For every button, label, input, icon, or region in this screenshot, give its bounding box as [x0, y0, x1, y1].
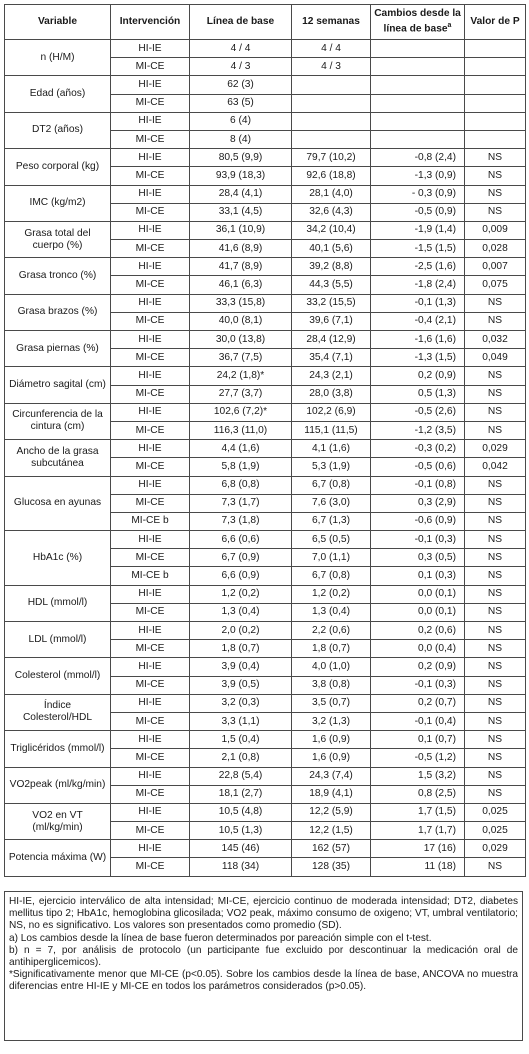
week12-cell: 6,7 (1,3)	[292, 512, 371, 530]
week12-cell: 2,2 (0,6)	[292, 622, 371, 640]
change-cell: -0,1 (0,3)	[371, 531, 465, 549]
intervention-cell: HI-IE	[111, 258, 190, 276]
p-value-cell: NS	[465, 676, 526, 694]
variable-cell: IMC (kg/m2)	[5, 185, 111, 221]
p-value-cell: 0,029	[465, 440, 526, 458]
baseline-cell: 4,4 (1,6)	[190, 440, 292, 458]
p-value-cell: NS	[465, 294, 526, 312]
change-cell: 0,2 (0,6)	[371, 622, 465, 640]
variable-cell: Grasa piernas (%)	[5, 331, 111, 367]
baseline-cell: 6 (4)	[190, 112, 292, 130]
week12-cell: 162 (57)	[292, 840, 371, 858]
table-row	[5, 221, 526, 239]
change-cell: -1,8 (2,4)	[371, 276, 465, 294]
baseline-cell: 102,6 (7,2)*	[190, 403, 292, 421]
table-row	[5, 112, 526, 130]
intervention-cell: MI-CE	[111, 785, 190, 803]
p-value-cell: NS	[465, 731, 526, 749]
baseline-cell: 118 (34)	[190, 858, 292, 876]
baseline-cell: 6,7 (0,9)	[190, 549, 292, 567]
table-header-row	[5, 5, 526, 40]
p-value-cell	[465, 94, 526, 112]
change-cell: 11 (18)	[371, 858, 465, 876]
intervention-cell: HI-IE	[111, 185, 190, 203]
p-value-cell: NS	[465, 549, 526, 567]
change-cell: 0,3 (2,9)	[371, 494, 465, 512]
week12-cell: 18,9 (4,1)	[292, 785, 371, 803]
week12-cell: 7,6 (3,0)	[292, 494, 371, 512]
baseline-cell: 116,3 (11,0)	[190, 421, 292, 439]
intervention-cell: HI-IE	[111, 585, 190, 603]
week12-cell: 1,6 (0,9)	[292, 749, 371, 767]
variable-cell: Índice Colesterol/HDL	[5, 694, 111, 730]
table-row	[5, 185, 526, 203]
week12-cell: 128 (35)	[292, 858, 371, 876]
p-value-cell: NS	[465, 476, 526, 494]
change-cell: -1,3 (0,9)	[371, 167, 465, 185]
week12-cell: 28,1 (4,0)	[292, 185, 371, 203]
change-cell: 0,1 (0,7)	[371, 731, 465, 749]
baseline-cell: 5,8 (1,9)	[190, 458, 292, 476]
intervention-cell: MI-CE	[111, 822, 190, 840]
baseline-cell: 3,3 (1,1)	[190, 712, 292, 730]
p-value-cell: 0,075	[465, 276, 526, 294]
intervention-cell: HI-IE	[111, 40, 190, 58]
variable-cell: Diámetro sagital (cm)	[5, 367, 111, 403]
week12-cell: 1,6 (0,9)	[292, 731, 371, 749]
week12-cell: 92,6 (18,8)	[292, 167, 371, 185]
table-notes	[4, 891, 523, 1041]
table-row	[5, 767, 526, 785]
p-value-cell: NS	[465, 858, 526, 876]
p-value-cell	[465, 112, 526, 130]
week12-cell: 79,7 (10,2)	[292, 149, 371, 167]
table-row	[5, 731, 526, 749]
p-value-cell: NS	[465, 585, 526, 603]
change-cell: -0,1 (0,3)	[371, 676, 465, 694]
table-row	[5, 476, 526, 494]
table-row	[5, 331, 526, 349]
table-row	[5, 258, 526, 276]
intervention-cell: MI-CE	[111, 676, 190, 694]
intervention-cell: MI-CE	[111, 640, 190, 658]
baseline-cell: 18,1 (2,7)	[190, 785, 292, 803]
change-cell: 0,8 (2,5)	[371, 785, 465, 803]
header-p-value: Valor de P	[465, 5, 526, 40]
week12-cell	[292, 112, 371, 130]
p-value-cell: NS	[465, 531, 526, 549]
variable-cell: Triglicéridos (mmol/l)	[5, 731, 111, 767]
header-change-sup: a	[447, 22, 452, 30]
p-value-cell: NS	[465, 785, 526, 803]
change-cell: 1,5 (3,2)	[371, 767, 465, 785]
intervention-cell: HI-IE	[111, 440, 190, 458]
p-value-cell: NS	[465, 622, 526, 640]
header-baseline: Línea de base	[190, 5, 292, 40]
baseline-cell: 4 / 4	[190, 40, 292, 58]
p-value-cell: NS	[465, 167, 526, 185]
variable-cell: VO2peak (ml/kg/min)	[5, 767, 111, 803]
intervention-cell: MI-CE	[111, 603, 190, 621]
week12-cell: 4,1 (1,6)	[292, 440, 371, 458]
p-value-cell: NS	[465, 403, 526, 421]
intervention-cell: HI-IE	[111, 840, 190, 858]
change-cell	[371, 76, 465, 94]
week12-cell: 1,2 (0,2)	[292, 585, 371, 603]
intervention-cell: HI-IE	[111, 112, 190, 130]
week12-cell: 4 / 4	[292, 40, 371, 58]
p-value-cell: 0,025	[465, 803, 526, 821]
variable-cell: Grasa total del cuerpo (%)	[5, 221, 111, 257]
header-variable: Variable	[5, 5, 111, 40]
baseline-cell: 6,8 (0,8)	[190, 476, 292, 494]
intervention-cell: HI-IE	[111, 149, 190, 167]
week12-cell: 4 / 3	[292, 58, 371, 76]
week12-cell: 3,8 (0,8)	[292, 676, 371, 694]
intervention-cell: HI-IE	[111, 367, 190, 385]
week12-cell: 5,3 (1,9)	[292, 458, 371, 476]
p-value-cell: NS	[465, 567, 526, 585]
baseline-cell: 145 (46)	[190, 840, 292, 858]
baseline-cell: 33,3 (15,8)	[190, 294, 292, 312]
table-row	[5, 531, 526, 549]
baseline-cell: 40,0 (8,1)	[190, 312, 292, 330]
table-row	[5, 294, 526, 312]
change-cell: 17 (16)	[371, 840, 465, 858]
baseline-cell: 4 / 3	[190, 58, 292, 76]
p-value-cell: NS	[465, 512, 526, 530]
header-12-weeks: 12 semanas	[292, 5, 371, 40]
change-cell: -1,6 (1,6)	[371, 331, 465, 349]
table-row	[5, 803, 526, 821]
baseline-cell: 3,2 (0,3)	[190, 694, 292, 712]
table-row	[5, 658, 526, 676]
intervention-cell: HI-IE	[111, 622, 190, 640]
intervention-cell: MI-CE	[111, 712, 190, 730]
intervention-cell: MI-CE	[111, 458, 190, 476]
week12-cell	[292, 76, 371, 94]
intervention-cell: HI-IE	[111, 658, 190, 676]
p-value-cell	[465, 130, 526, 148]
table-row	[5, 440, 526, 458]
baseline-cell: 7,3 (1,7)	[190, 494, 292, 512]
week12-cell: 28,4 (12,9)	[292, 331, 371, 349]
week12-cell: 24,3 (7,4)	[292, 767, 371, 785]
variable-cell: Glucosa en ayunas	[5, 476, 111, 531]
change-cell: 1,7 (1,7)	[371, 822, 465, 840]
header-change-label: Cambios desde la línea de base	[374, 8, 461, 35]
intervention-cell: MI-CE	[111, 494, 190, 512]
intervention-cell: HI-IE	[111, 731, 190, 749]
week12-cell: 3,2 (1,3)	[292, 712, 371, 730]
table-row	[5, 149, 526, 167]
variable-cell: Ancho de la grasa subcutánea	[5, 440, 111, 476]
baseline-cell: 80,5 (9,9)	[190, 149, 292, 167]
p-value-cell: NS	[465, 421, 526, 439]
baseline-cell: 30,0 (13,8)	[190, 331, 292, 349]
change-cell	[371, 40, 465, 58]
baseline-cell: 1,3 (0,4)	[190, 603, 292, 621]
variable-cell: HDL (mmol/l)	[5, 585, 111, 621]
variable-cell: Circunferencia de la cintura (cm)	[5, 403, 111, 439]
week12-cell: 40,1 (5,6)	[292, 240, 371, 258]
intervention-cell: HI-IE	[111, 221, 190, 239]
intervention-cell: MI-CE	[111, 312, 190, 330]
note-abbreviations: HI-IE, ejercicio interválico de alta intensidad; MI-CE, ejercicio continuo de moderada intensidad; DT2, diabetes mellitus tipo 2; HbA1c, hemoglobina glicosilada; VO2 peak, máximo consumo de oxigeno; VT, umbral ventilatorio; NS, no es significativo. Los valores son presentados como promedio (SD).	[9, 896, 518, 932]
variable-cell: HbA1c (%)	[5, 531, 111, 586]
baseline-cell: 27,7 (3,7)	[190, 385, 292, 403]
change-cell: 1,7 (1,5)	[371, 803, 465, 821]
table-row	[5, 840, 526, 858]
variable-cell: LDL (mmol/l)	[5, 622, 111, 658]
change-cell: 0,2 (0,9)	[371, 658, 465, 676]
p-value-cell: NS	[465, 185, 526, 203]
change-cell: -1,9 (1,4)	[371, 221, 465, 239]
intervention-cell: MI-CE	[111, 749, 190, 767]
p-value-cell: NS	[465, 385, 526, 403]
week12-cell: 12,2 (1,5)	[292, 822, 371, 840]
intervention-cell: MI-CE	[111, 130, 190, 148]
change-cell: -0,5 (0,6)	[371, 458, 465, 476]
variable-cell: Potencia máxima (W)	[5, 840, 111, 876]
intervention-cell: HI-IE	[111, 767, 190, 785]
week12-cell: 4,0 (1,0)	[292, 658, 371, 676]
variable-cell: VO2 en VT (ml/kg/min)	[5, 803, 111, 839]
p-value-cell	[465, 58, 526, 76]
change-cell	[371, 112, 465, 130]
intervention-cell: HI-IE	[111, 803, 190, 821]
table-row	[5, 694, 526, 712]
intervention-cell: MI-CE b	[111, 567, 190, 585]
p-value-cell: NS	[465, 694, 526, 712]
table-row	[5, 403, 526, 421]
week12-cell: 6,5 (0,5)	[292, 531, 371, 549]
variable-cell: Grasa tronco (%)	[5, 258, 111, 294]
change-cell: -0,1 (0,4)	[371, 712, 465, 730]
change-cell: -0,3 (0,2)	[371, 440, 465, 458]
p-value-cell: NS	[465, 767, 526, 785]
week12-cell: 102,2 (6,9)	[292, 403, 371, 421]
note-b: b) n = 7, por análisis de protocolo (un participante fue excluido por descontinuar la medicación oral de antihiperglicemicos).	[9, 944, 518, 969]
baseline-cell: 8 (4)	[190, 130, 292, 148]
baseline-cell: 22,8 (5,4)	[190, 767, 292, 785]
intervention-cell: HI-IE	[111, 476, 190, 494]
header-change	[371, 5, 465, 40]
baseline-cell: 46,1 (6,3)	[190, 276, 292, 294]
intervention-cell: MI-CE	[111, 58, 190, 76]
p-value-cell: 0,042	[465, 458, 526, 476]
change-cell: - 0,3 (0,9)	[371, 185, 465, 203]
week12-cell: 24,3 (2,1)	[292, 367, 371, 385]
change-cell: 0,2 (0,7)	[371, 694, 465, 712]
variable-cell: n (H/M)	[5, 40, 111, 76]
change-cell: -1,3 (1,5)	[371, 349, 465, 367]
baseline-cell: 3,9 (0,4)	[190, 658, 292, 676]
intervention-cell: MI-CE	[111, 858, 190, 876]
baseline-cell: 1,2 (0,2)	[190, 585, 292, 603]
change-cell: 0,0 (0,4)	[371, 640, 465, 658]
week12-cell	[292, 130, 371, 148]
change-cell: -1,5 (1,5)	[371, 240, 465, 258]
note-significance: *Significativamente menor que MI-CE (p<0.05). Sobre los cambios desde la línea de base, ANCOVA no muestra diferencias entre HI-IE y MI-CE en todos los parámetros considerados (p>0.05).	[9, 969, 518, 993]
week12-cell: 39,2 (8,8)	[292, 258, 371, 276]
change-cell: -0,5 (0,9)	[371, 203, 465, 221]
baseline-cell: 24,2 (1,8)*	[190, 367, 292, 385]
week12-cell: 28,0 (3,8)	[292, 385, 371, 403]
table-body	[5, 40, 526, 877]
p-value-cell: 0,032	[465, 331, 526, 349]
baseline-cell: 10,5 (4,8)	[190, 803, 292, 821]
intervention-cell: MI-CE	[111, 167, 190, 185]
intervention-cell: HI-IE	[111, 694, 190, 712]
change-cell: -0,6 (0,9)	[371, 512, 465, 530]
p-value-cell: NS	[465, 312, 526, 330]
week12-cell: 35,4 (7,1)	[292, 349, 371, 367]
p-value-cell: NS	[465, 367, 526, 385]
intervention-cell: HI-IE	[111, 403, 190, 421]
variable-cell: Colesterol (mmol/l)	[5, 658, 111, 694]
change-cell	[371, 94, 465, 112]
intervention-cell: MI-CE	[111, 240, 190, 258]
change-cell	[371, 130, 465, 148]
change-cell: 0,3 (0,5)	[371, 549, 465, 567]
week12-cell: 32,6 (4,3)	[292, 203, 371, 221]
change-cell: 0,0 (0,1)	[371, 603, 465, 621]
intervention-cell: MI-CE	[111, 94, 190, 112]
change-cell: -0,8 (2,4)	[371, 149, 465, 167]
baseline-cell: 41,6 (8,9)	[190, 240, 292, 258]
week12-cell	[292, 94, 371, 112]
change-cell: -2,5 (1,6)	[371, 258, 465, 276]
baseline-cell: 2,1 (0,8)	[190, 749, 292, 767]
change-cell: 0,5 (1,3)	[371, 385, 465, 403]
baseline-cell: 10,5 (1,3)	[190, 822, 292, 840]
week12-cell: 39,6 (7,1)	[292, 312, 371, 330]
intervention-cell: HI-IE	[111, 331, 190, 349]
intervention-cell: MI-CE	[111, 203, 190, 221]
variable-cell: DT2 (años)	[5, 112, 111, 148]
week12-cell: 34,2 (10,4)	[292, 221, 371, 239]
change-cell: -1,2 (3,5)	[371, 421, 465, 439]
baseline-cell: 1,8 (0,7)	[190, 640, 292, 658]
p-value-cell: 0,028	[465, 240, 526, 258]
baseline-cell: 33,1 (4,5)	[190, 203, 292, 221]
week12-cell: 12,2 (5,9)	[292, 803, 371, 821]
p-value-cell	[465, 76, 526, 94]
baseline-cell: 6,6 (0,6)	[190, 531, 292, 549]
baseline-cell: 41,7 (8,9)	[190, 258, 292, 276]
week12-cell: 44,3 (5,5)	[292, 276, 371, 294]
intervention-cell: MI-CE	[111, 549, 190, 567]
p-value-cell: NS	[465, 749, 526, 767]
baseline-cell: 28,4 (4,1)	[190, 185, 292, 203]
p-value-cell: NS	[465, 640, 526, 658]
baseline-cell: 6,6 (0,9)	[190, 567, 292, 585]
table-row	[5, 76, 526, 94]
table-row	[5, 40, 526, 58]
p-value-cell: NS	[465, 712, 526, 730]
week12-cell: 1,8 (0,7)	[292, 640, 371, 658]
variable-cell: Edad (años)	[5, 76, 111, 112]
p-value-cell: 0,029	[465, 840, 526, 858]
intervention-cell: HI-IE	[111, 76, 190, 94]
baseline-cell: 7,3 (1,8)	[190, 512, 292, 530]
p-value-cell: 0,009	[465, 221, 526, 239]
p-value-cell: 0,049	[465, 349, 526, 367]
baseline-cell: 93,9 (18,3)	[190, 167, 292, 185]
change-cell: 0,1 (0,3)	[371, 567, 465, 585]
change-cell: -0,4 (2,1)	[371, 312, 465, 330]
baseline-cell: 1,5 (0,4)	[190, 731, 292, 749]
p-value-cell: NS	[465, 203, 526, 221]
week12-cell: 7,0 (1,1)	[292, 549, 371, 567]
p-value-cell: NS	[465, 658, 526, 676]
table-row	[5, 622, 526, 640]
week12-cell: 115,1 (11,5)	[292, 421, 371, 439]
baseline-cell: 36,1 (10,9)	[190, 221, 292, 239]
results-table	[4, 4, 526, 877]
change-cell: 0,0 (0,1)	[371, 585, 465, 603]
baseline-cell: 2,0 (0,2)	[190, 622, 292, 640]
baseline-cell: 63 (5)	[190, 94, 292, 112]
intervention-cell: MI-CE	[111, 276, 190, 294]
header-intervention: Intervención	[111, 5, 190, 40]
baseline-cell: 36,7 (7,5)	[190, 349, 292, 367]
p-value-cell: 0,007	[465, 258, 526, 276]
change-cell: -0,5 (1,2)	[371, 749, 465, 767]
table-row	[5, 367, 526, 385]
intervention-cell: MI-CE	[111, 349, 190, 367]
intervention-cell: HI-IE	[111, 531, 190, 549]
baseline-cell: 62 (3)	[190, 76, 292, 94]
week12-cell: 6,7 (0,8)	[292, 476, 371, 494]
intervention-cell: MI-CE b	[111, 512, 190, 530]
week12-cell: 3,5 (0,7)	[292, 694, 371, 712]
p-value-cell: NS	[465, 494, 526, 512]
p-value-cell: NS	[465, 603, 526, 621]
week12-cell: 1,3 (0,4)	[292, 603, 371, 621]
note-a: a) Los cambios desde la línea de base fueron determinados por pareación simple con el t-test.	[9, 932, 432, 944]
change-cell	[371, 58, 465, 76]
p-value-cell: NS	[465, 149, 526, 167]
change-cell: -0,1 (1,3)	[371, 294, 465, 312]
table-row	[5, 585, 526, 603]
intervention-cell: HI-IE	[111, 294, 190, 312]
p-value-cell	[465, 40, 526, 58]
p-value-cell: 0,025	[465, 822, 526, 840]
change-cell: 0,2 (0,9)	[371, 367, 465, 385]
change-cell: -0,5 (2,6)	[371, 403, 465, 421]
intervention-cell: MI-CE	[111, 385, 190, 403]
variable-cell: Peso corporal (kg)	[5, 149, 111, 185]
variable-cell: Grasa brazos (%)	[5, 294, 111, 330]
intervention-cell: MI-CE	[111, 421, 190, 439]
baseline-cell: 3,9 (0,5)	[190, 676, 292, 694]
week12-cell: 33,2 (15,5)	[292, 294, 371, 312]
change-cell: -0,1 (0,8)	[371, 476, 465, 494]
week12-cell: 6,7 (0,8)	[292, 567, 371, 585]
